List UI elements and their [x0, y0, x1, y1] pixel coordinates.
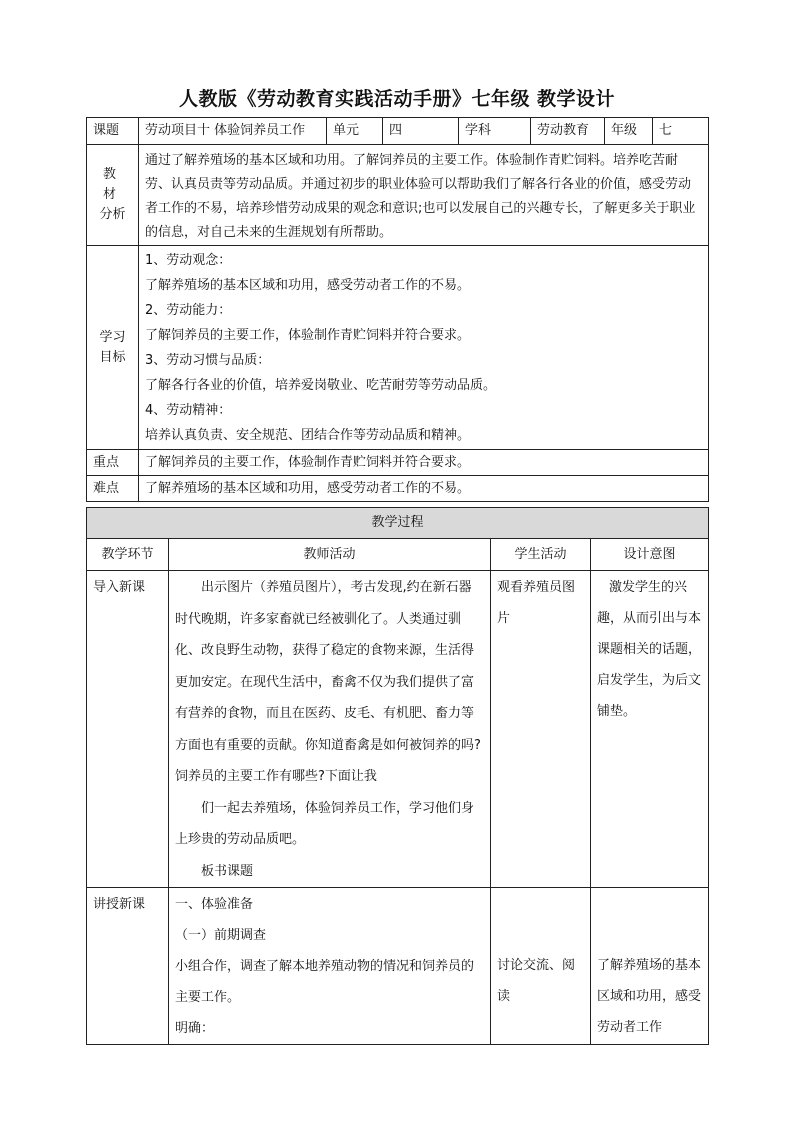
goal-line: 培养认真负责、安全规范、团结合作等劳动品质和精神。 [145, 428, 471, 443]
header-intent: 设计意图 [591, 539, 709, 571]
grade-value: 七 [653, 118, 709, 145]
teacher-activity-intro [169, 571, 491, 888]
goal-line: 4、劳动精神： [145, 403, 232, 418]
document-title: 人教版《劳动教育实践活动手册》七年级 教学设计 [178, 88, 616, 110]
teaching-process-table [86, 507, 709, 1045]
difficulty-text: 了解养殖场的基本区域和功用，感受劳动者工作的不易。 [139, 476, 709, 502]
subject-value: 劳动教育 [531, 118, 605, 145]
goal-line: 2、劳动能力： [145, 303, 232, 318]
header-stage: 教学环节 [87, 539, 169, 571]
student-activity-intro: 观看养殖员图片 [491, 571, 591, 888]
unit-label: 单元 [327, 118, 383, 145]
goal-line: 了解饲养员的主要工作，体验制作青贮饲料并符合要求。 [145, 328, 471, 343]
unit-value: 四 [383, 118, 459, 145]
topic-label: 课题 [87, 118, 139, 145]
stage-intro: 导入新课 [87, 571, 169, 888]
analysis-label-line2: 分析 [99, 207, 126, 222]
teacher-paragraph: 出示图片（养殖员图片），考古发现,约在新石器时代晚期，许多家畜就已经被驯化了。人类通过驯化、改良野生动物，获得了稳定的食物来源，生活得更加安定。在现代生活中，畜禽不仅为我们提供了富有营养的食物，而且在医药、皮毛、有机肥、畜力等方面也有重要的贡献。你知道畜禽是如何被饲养的吗?饲养员的主要工作有哪些?下面让我 [175, 580, 481, 784]
goals-label-line1: 学习 [99, 329, 126, 345]
subject-label: 学科 [459, 118, 531, 145]
teacher-line: （一）前期调查 [175, 928, 267, 943]
key-point-label: 重点 [87, 450, 139, 476]
goal-line: 了解养殖场的基本区域和功用，感受劳动者工作的不易。 [145, 278, 471, 293]
goals-label [87, 246, 139, 450]
teacher-line: 明确： [175, 1021, 215, 1036]
teacher-line: 小组合作，调查了解本地养殖动物的情况和饲养员的主要工作。 [175, 959, 475, 1005]
goal-line: 1、劳动观念： [145, 253, 232, 268]
header-student: 学生活动 [491, 539, 591, 571]
stage-new-lesson: 讲授新课 [87, 888, 169, 1045]
teacher-line: 一、体验准备 [175, 897, 254, 912]
teacher-paragraph: 板书课题 [201, 863, 254, 879]
student-activity-new-lesson: 讨论交流、阅读 [491, 888, 591, 1045]
header-teacher: 教师活动 [169, 539, 491, 571]
lesson-info-table [86, 117, 709, 502]
goals-label-line2: 目标 [99, 349, 126, 365]
key-point-text: 了解饲养员的主要工作，体验制作青贮饲料并符合要求。 [139, 450, 709, 476]
difficulty-label: 难点 [87, 476, 139, 502]
analysis-label [87, 145, 139, 246]
design-intent-new-lesson: 了解养殖场的基本区域和功用，感受劳动者工作 [591, 888, 709, 1045]
analysis-label-line1: 教 材 [102, 167, 122, 202]
analysis-text: 通过了解养殖场的基本区域和功用。了解饲养员的主要工作。体验制作青贮饲料。培养吃苦耐劳、认真员责等劳动品质。并通过初步的职业体验可以帮助我们了解各行各业的价值，感受劳动者工作的不易，培养珍惜劳动成果的观念和意识;也可以发展自己的兴趣专长，了解更多关于职业的信息，对自己未来的生涯规划有所帮助。 [139, 145, 709, 246]
teacher-activity-new-lesson [169, 888, 491, 1045]
process-section-title: 教学过程 [87, 508, 709, 539]
design-intent-intro: 激发学生的兴趣，从而引出与本课题相关的话题，启发学生，为后文铺垫。 [591, 571, 709, 888]
goal-line: 了解各行各业的价值，培养爱岗敬业、吃苦耐劳等劳动品质。 [145, 378, 497, 393]
goal-line: 3、劳动习惯与品质： [145, 353, 271, 368]
topic-value: 劳动项目十 体验饲养员工作 [139, 118, 327, 145]
goals-cell [139, 246, 709, 450]
grade-label: 年级 [605, 118, 653, 145]
teacher-paragraph: 们一起去养殖场，体验饲养员工作，学习他们身上珍贵的劳动品质吧。 [175, 800, 475, 847]
